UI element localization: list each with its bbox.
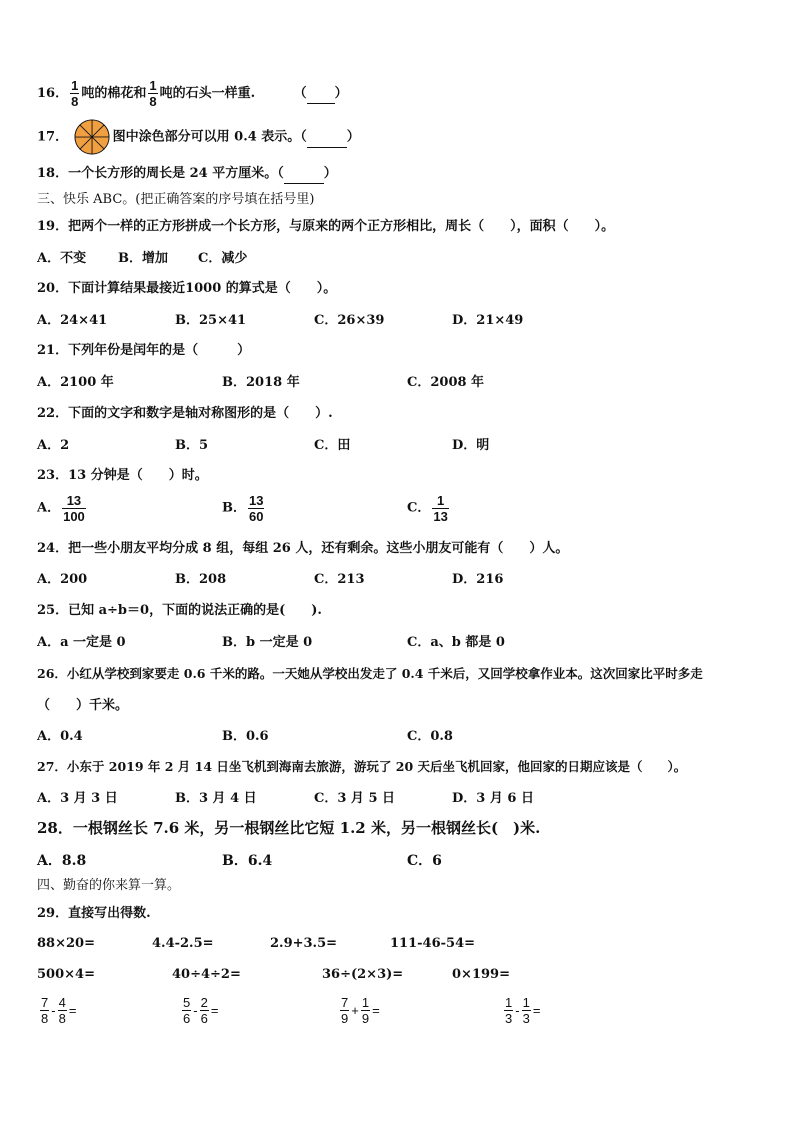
option-d[interactable]: D．216: [452, 572, 504, 587]
option-a[interactable]: A．24×41: [37, 313, 108, 328]
question-18: 18．一个长方形的周长是 24 平方厘米。（ ）: [37, 165, 337, 184]
question-number: 17．: [37, 129, 69, 145]
option-b[interactable]: B．25×41: [175, 313, 247, 328]
fraction: $\frac{1}{13}$: [433, 493, 448, 524]
question-17: 17． 图中涂色部分可以用 0.4 表示。（ ）: [37, 128, 360, 148]
option-c[interactable]: C．213: [314, 572, 365, 587]
question-26: 26．小红从学校到家要走 0.6 千米的路。一天她从学校出发走了 0.4 千米后，又回学校拿作业本。这次回家比平时多走: [37, 666, 703, 681]
question-29: 29．直接写出得数.: [37, 906, 151, 921]
option-a[interactable]: A．3 月 3 日: [37, 791, 118, 806]
calc-item: 2.9+3.5=: [270, 936, 338, 951]
option-c[interactable]: C． $\frac{1}{13}$: [407, 493, 448, 524]
answer-blank[interactable]: [307, 129, 347, 148]
fraction-calc-item: $\frac{7}{9}$ + $\frac{1}{9}$ =: [341, 995, 380, 1026]
fraction: $\frac{1}{8}$: [71, 78, 79, 109]
option-a[interactable]: A． $\frac{13}{100}$: [37, 493, 85, 524]
option-a[interactable]: A．2100 年: [37, 375, 114, 390]
option-a[interactable]: A．8.8: [37, 853, 87, 869]
answer-blank[interactable]: [284, 165, 324, 184]
option-b[interactable]: B． $\frac{13}{60}$: [222, 493, 264, 524]
option-c[interactable]: C．田: [314, 438, 351, 453]
option-c[interactable]: C．3 月 5 日: [314, 791, 396, 806]
option-c[interactable]: C．6: [407, 853, 442, 869]
section-heading-4: 四、勤奋的你来算一算。: [37, 878, 181, 893]
calc-item: 111-46-54=: [390, 936, 476, 951]
fraction: $\frac{13}{60}$: [249, 493, 264, 524]
calc-item: 500×4=: [37, 967, 95, 982]
section-heading-3: 三、快乐 ABC。(把正确答案的序号填在括号里): [37, 192, 315, 207]
calc-item: 36÷(2×3)=: [322, 967, 404, 982]
option-a[interactable]: A．a 一定是 0: [37, 635, 126, 650]
option-d[interactable]: D．明: [452, 438, 490, 453]
question-number: 18．: [37, 166, 69, 181]
option-a[interactable]: A．2: [37, 438, 70, 453]
option-b[interactable]: B．0.6: [222, 729, 269, 744]
question-28: 28．一根钢丝长 7.6 米，另一根钢丝比它短 1.2 米，另一根钢丝长( )米.: [37, 819, 541, 837]
option-b[interactable]: B．208: [175, 572, 227, 587]
question-25: 25．已知 a÷b＝0，下面的说法正确的是( ).: [37, 603, 322, 618]
option-c[interactable]: C．0.8: [407, 729, 453, 744]
option-b[interactable]: B．增加: [118, 251, 168, 266]
question-20: 20．下面计算结果最接近1000 的算式是（ ）。: [37, 281, 337, 296]
calc-item: 88×20=: [37, 936, 95, 951]
question-16: 16． $\frac{1}{8}$ 吨的棉花和 $\frac{1}{8}$ 吨的石头一样重. （ ）: [37, 78, 348, 109]
question-27: 27．小东于 2019 年 2 月 14 日坐飞机到海南去旅游，游玩了 20 天后坐飞机回家，他回家的日期应该是（ ）。: [37, 759, 687, 774]
option-b[interactable]: B．3 月 4 日: [175, 791, 257, 806]
question-number: 16．: [37, 86, 69, 101]
fraction: $\frac{13}{100}$: [63, 493, 85, 524]
question-19: 19．把两个一样的正方形拼成一个长方形，与原来的两个正方形相比，周长（ ），面积（ ）。: [37, 219, 615, 234]
fraction: $\frac{1}{8}$: [149, 78, 157, 109]
fraction-calc-item: $\frac{7}{8}$ - $\frac{4}{8}$ =: [41, 995, 77, 1026]
option-d[interactable]: D．21×49: [452, 313, 524, 328]
option-c[interactable]: C．减少: [198, 251, 248, 266]
calc-item: 40÷4÷2=: [172, 967, 241, 982]
question-23: 23．13 分钟是（ ）时。: [37, 468, 208, 483]
option-c[interactable]: C．2008 年: [407, 375, 485, 390]
option-a[interactable]: A．200: [37, 572, 88, 587]
option-c[interactable]: C．a、b 都是 0: [407, 635, 505, 650]
pie-figure-icon: [73, 118, 111, 156]
calc-item: 4.4-2.5=: [152, 936, 214, 951]
question-24: 24．把一些小朋友平均分成 8 组，每组 26 人，还有剩余。这些小朋友可能有（ ）人。: [37, 541, 569, 556]
question-26-continued: （ ）千米。: [37, 698, 129, 713]
fraction-calc-item: $\frac{1}{3}$ - $\frac{1}{3}$ =: [505, 995, 541, 1026]
option-b[interactable]: B．5: [175, 438, 209, 453]
fraction-calc-item: $\frac{5}{6}$ - $\frac{2}{6}$ =: [183, 995, 219, 1026]
option-c[interactable]: C．26×39: [314, 313, 385, 328]
option-a[interactable]: A．不变: [37, 251, 87, 266]
option-b[interactable]: B．6.4: [222, 853, 273, 869]
option-a[interactable]: A．0.4: [37, 729, 83, 744]
answer-blank[interactable]: [307, 85, 335, 104]
option-b[interactable]: B．2018 年: [222, 375, 300, 390]
option-d[interactable]: D．3 月 6 日: [452, 791, 534, 806]
question-22: 22．下面的文字和数字是轴对称图形的是（ ）.: [37, 406, 333, 421]
option-b[interactable]: B．b 一定是 0: [222, 635, 313, 650]
question-21: 21．下列年份是闰年的是（ ）: [37, 343, 251, 358]
calc-item: 0×199=: [452, 967, 510, 982]
